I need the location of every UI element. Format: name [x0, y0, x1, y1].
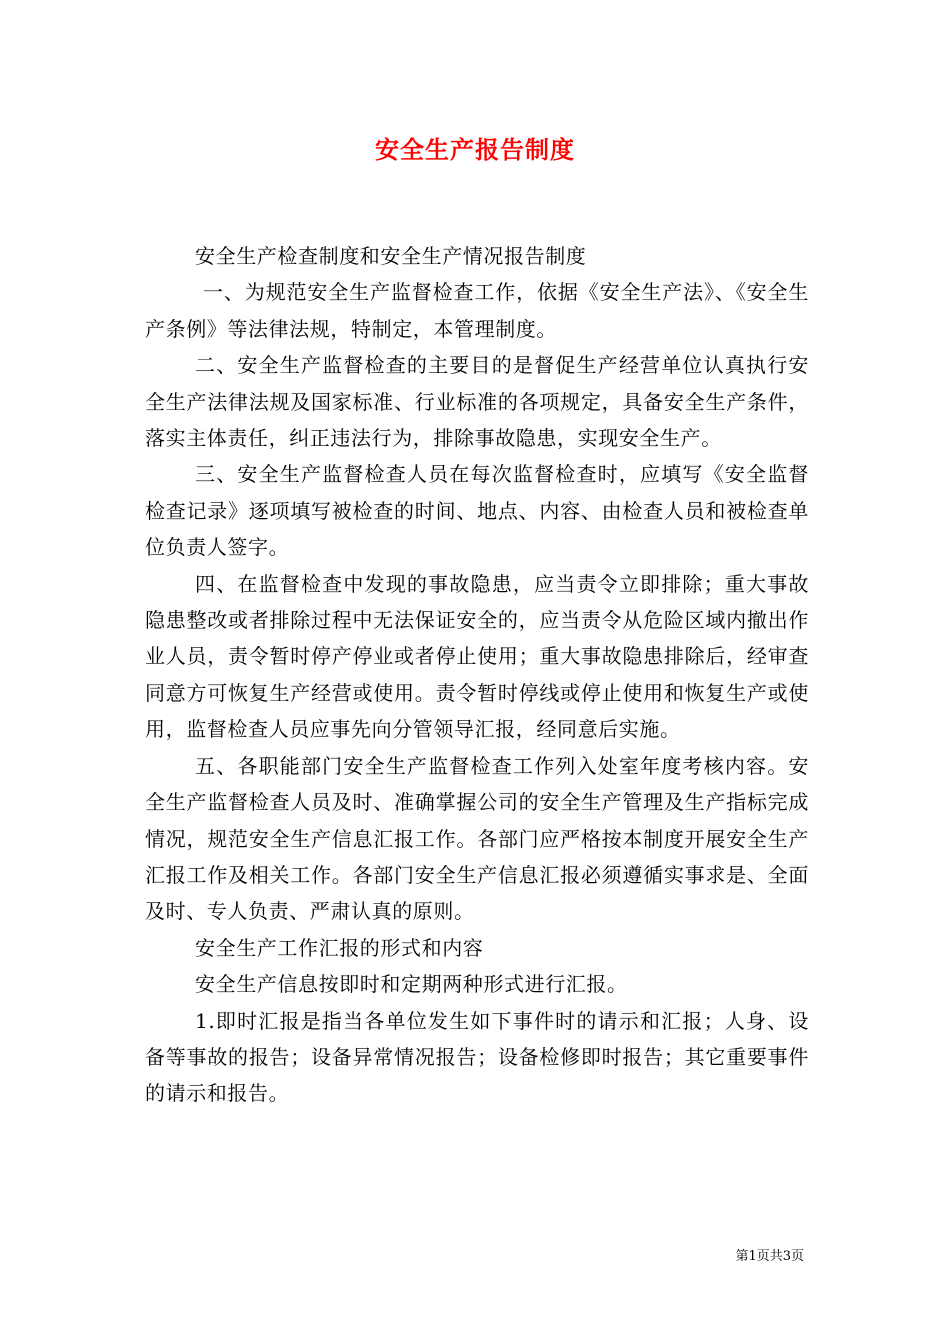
paragraph-section-heading: 安全生产工作汇报的形式和内容	[195, 935, 484, 960]
document-title: 安全生产报告制度	[375, 135, 575, 164]
paragraph-4: 四、在监督检查中发现的事故隐患，应当责令立即排除；重大事故隐患整改或者排除过程中无法保证安全的，应当责令从危险区域内撤出作业人员，责令暂时停产停业或者停止使用；重大事故隐患排除后，经审查同意方可恢复生产经营或使用。责令暂时停线或停止使用和恢复生产或使用，监督检查人员应事先向分管领导汇报，经同意后实施。	[145, 571, 809, 742]
paragraph-7: 1.即时汇报是指当各单位发生如下事件时的请示和汇报；人身、设备等事故的报告；设备异常情况报告；设备检修即时报告；其它重要事件的请示和报告。	[145, 1008, 809, 1106]
paragraph-2: 二、安全生产监督检查的主要目的是督促生产经营单位认真执行安全生产法律法规及国家标准、行业标准的各项规定，具备安全生产条件，落实主体责任，纠正违法行为，排除事故隐患，实现安全生产。	[145, 353, 809, 451]
paragraph-3: 三、安全生产监督检查人员在每次监督检查时，应填写《安全监督检查记录》逐项填写被检查的时间、地点、内容、由检查人员和被检查单位负责人签字。	[145, 462, 809, 560]
paragraph-6: 安全生产信息按即时和定期两种形式进行汇报。	[195, 972, 628, 997]
paragraph-1: 一、为规范安全生产监督检查工作，依据《安全生产法》、《安全生产条例》等法律法规，特制定，本管理制度。	[145, 280, 809, 341]
paragraph-subtitle: 安全生产检查制度和安全生产情况报告制度	[195, 244, 587, 268]
paragraph-5: 五、各职能部门安全生产监督检查工作列入处室年度考核内容。安全生产监督检查人员及时、准确掌握公司的安全生产管理及生产指标完成情况，规范安全生产信息汇报工作。各部门应严格按本制度开展安全生产汇报工作及相关工作。各部门安全生产信息汇报必须遵循实事求是、全面及时、专人负责、严肃认真的原则。	[145, 753, 809, 924]
page-number: 第1页共3页	[735, 1249, 804, 1264]
document-body	[145, 238, 809, 1112]
